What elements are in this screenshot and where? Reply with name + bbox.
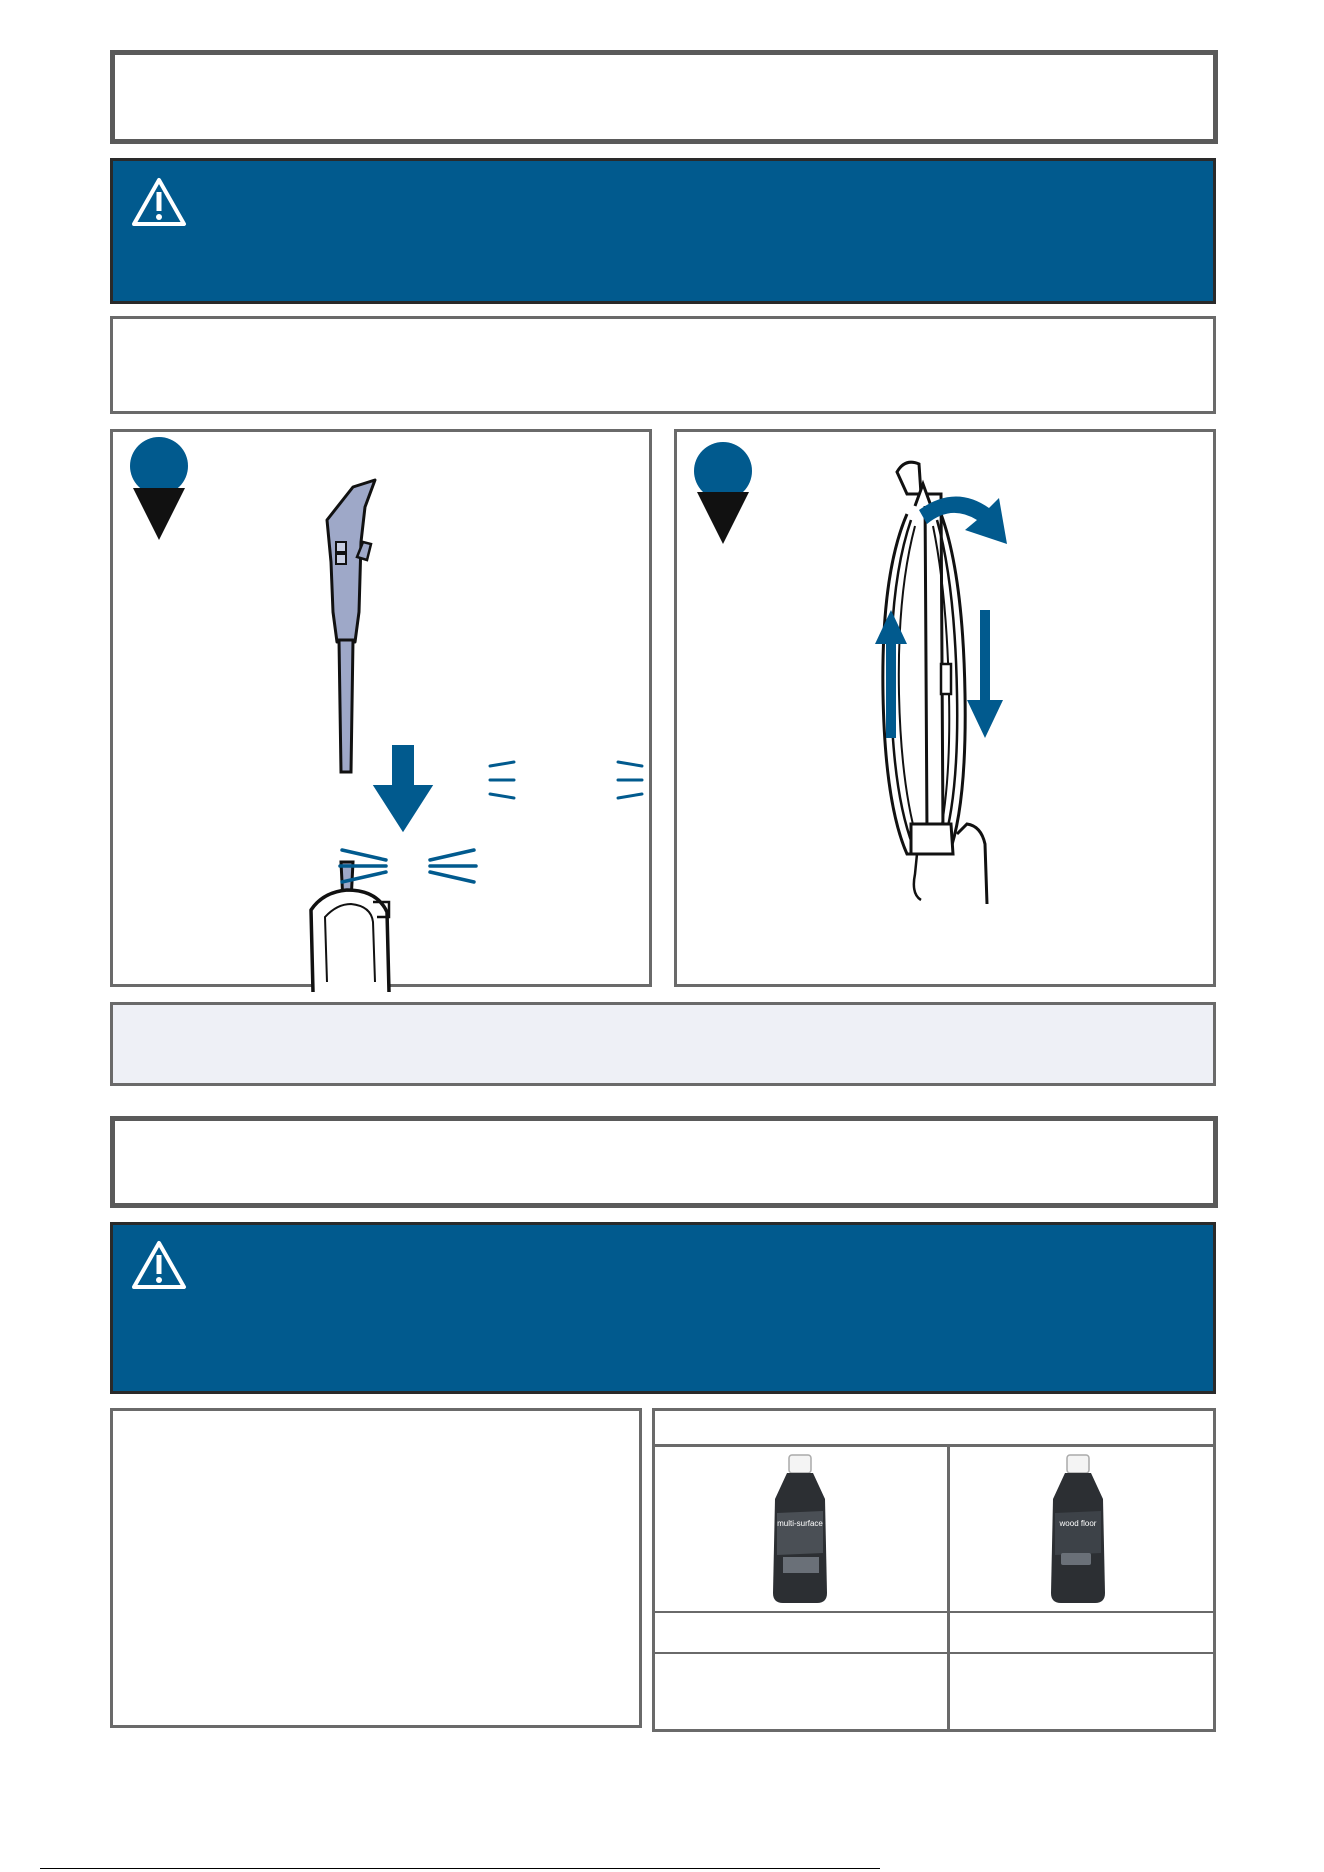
click-lines-icon bbox=[338, 842, 478, 892]
instruction-box-1 bbox=[110, 316, 1216, 414]
step-2-panel bbox=[674, 429, 1216, 987]
note-box bbox=[110, 1002, 1216, 1086]
warning-triangle-icon bbox=[130, 176, 188, 228]
multi-surface-label: multi-surface bbox=[777, 1519, 823, 1528]
wood-floor-label: wood floor bbox=[1059, 1519, 1097, 1528]
wood-floor-bottle bbox=[1045, 1453, 1111, 1605]
multi-surface-bottle bbox=[767, 1453, 833, 1605]
section-2-header bbox=[110, 1116, 1218, 1208]
click-marks-icon bbox=[488, 760, 648, 800]
arrow-down-icon bbox=[965, 610, 1005, 740]
formula-info-box bbox=[110, 1408, 642, 1728]
footer-rule bbox=[40, 1868, 880, 1869]
step-2-pointer bbox=[697, 492, 749, 544]
table-row-divider-1 bbox=[655, 1611, 1213, 1613]
warning-triangle-icon bbox=[130, 1239, 188, 1291]
table-header-divider bbox=[655, 1444, 1213, 1447]
section-1-header bbox=[110, 50, 1218, 144]
product-table bbox=[652, 1408, 1216, 1732]
handle-illustration bbox=[293, 472, 613, 992]
table-row-divider-2 bbox=[655, 1652, 1213, 1654]
warning-banner-1 bbox=[110, 158, 1216, 304]
step-1-panel bbox=[110, 429, 652, 987]
step-1-pointer bbox=[133, 488, 185, 540]
step-1-marker bbox=[130, 437, 188, 495]
arrow-up-icon bbox=[873, 610, 909, 740]
warning-banner-2 bbox=[110, 1222, 1216, 1394]
table-column-divider bbox=[947, 1444, 950, 1729]
curved-arrow-icon bbox=[915, 484, 1015, 554]
arrow-down-icon bbox=[363, 744, 443, 844]
